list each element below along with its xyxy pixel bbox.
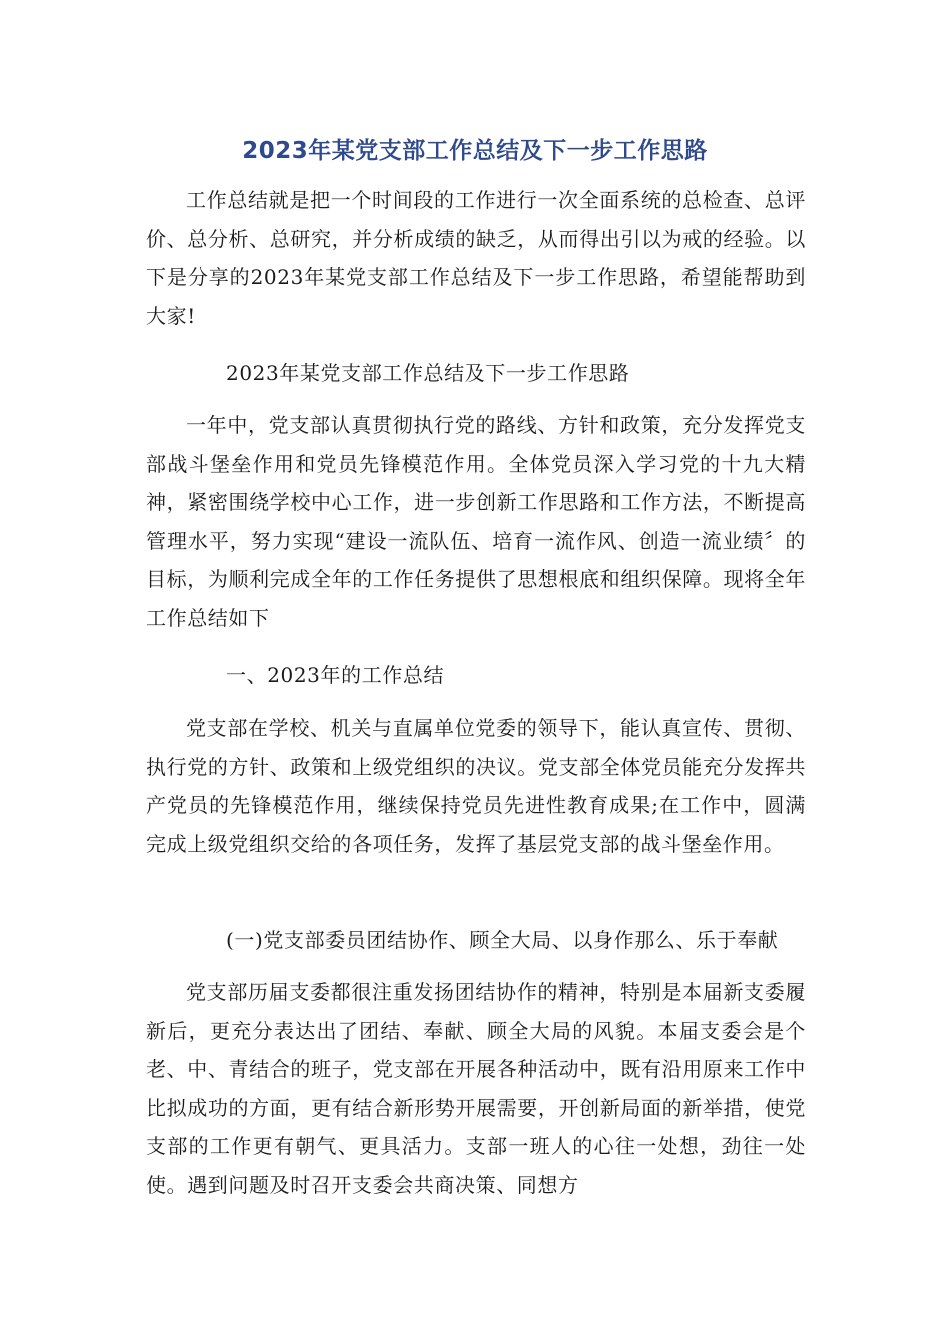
section-1-paragraph: 党支部在学校、机关与直属单位党委的领导下，能认真宣传、贯彻、执行党的方针、政策和上级党组织的决议。党支部全体党员能充分发挥共产党员的先锋模范作用，继续保持党员先进性教育成果;在工作中，圆满完成上级党组织交给的各项任务，发挥了基层党支部的战斗堡垒作用。 xyxy=(146,716,806,856)
summary-paragraph: 一年中，党支部认真贯彻执行党的路线、方针和政策，充分发挥党支部战斗堡垒作用和党员先锋模范作用。全体党员深入学习党的十九大精神，紧密围绕学校中心工作，进一步创新工作思路和工作方法，不断提高管理水平，努力实现“建设一流队伍、培育一流作风、创造一流业绩〞的目标，为顺利完成全年的工作任务提供了思想根底和组织保障。现将全年工作总结如下 xyxy=(146,413,806,630)
subtitle-heading: 2023年某党支部工作总结及下一步工作思路 xyxy=(226,361,630,385)
subsection-1-paragraph: 党支部历届支委都很注重发扬团结协作的精神，特别是本届新支委履新后，更充分表达出了团结、奉献、顾全大局的风貌。本届支委会是个老、中、青结合的班子，党支部在开展各种活动中，既有沿用原来工作中比拟成功的方面，更有结合新形势开展需要，开创新局面的新举措，使党支部的工作更有朝气、更具活力。支部一班人的心往一处想，劲往一处使。遇到问题及时召开支委会共商决策、同想方 xyxy=(146,980,806,1197)
section-heading-1: 一、2023年的工作总结 xyxy=(226,663,445,687)
intro-paragraph: 工作总结就是把一个时间段的工作进行一次全面系统的总检查、总评价、总分析、总研究，并分析成绩的缺乏，从而得出引以为戒的经验。以下是分享的2023年某党支部工作总结及下一步工作思路，希望能帮助到大家! xyxy=(146,188,806,328)
document-title: 2023年某党支部工作总结及下一步工作思路 xyxy=(242,138,708,164)
subsection-heading-1: (一)党支部委员团结协作、顾全大局、以身作那么、乐于奉献 xyxy=(226,928,779,952)
